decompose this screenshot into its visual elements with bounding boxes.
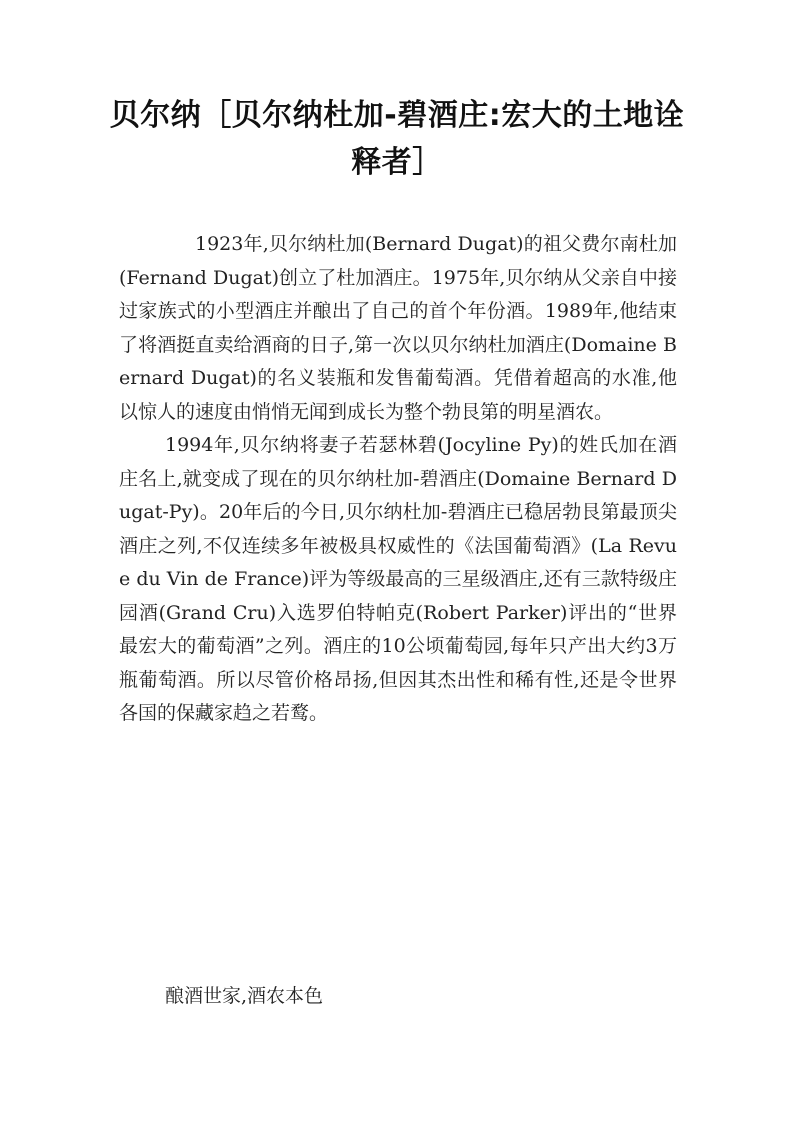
document-body bbox=[119, 228, 677, 731]
section-subheading: 酿酒世家,酒农本色 bbox=[165, 985, 324, 1007]
paragraph-founding-history: 1923年,贝尔纳杜加(Bernard Dugat)的祖父费尔南杜加(Fernand Dugat)创立了杜加酒庄。1975年,贝尔纳从父亲自中接过家族式的小型酒庄并酿出了自己的首个年份酒。1989年,他结束了将酒挺直卖给酒商的日子,第一次以贝尔纳杜加酒庄(Domaine Bernard Dugat)的名义装瓶和发售葡萄酒。凭借着超高的水准,他以惊人的速度由悄悄无闻到成长为整个勃艮第的明星酒农。 bbox=[119, 233, 677, 423]
document-title: 贝尔纳［贝尔纳杜加-碧酒庄:宏大的土地诠释者］ bbox=[109, 98, 685, 180]
paragraph-estate-reputation: 1994年,贝尔纳将妻子若瑟林碧(Jocyline Py)的姓氏加在酒庄名上,就变成了现在的贝尔纳杜加-碧酒庄(Domaine Bernard Dugat-Py)。20年后的今日,贝尔纳杜加-碧酒庄已稳居勃艮第最顶尖酒庄之列,不仅连续多年被极具权威性的《法国葡萄酒》(La Revue du Vin de France)评为等级最高的三星级酒庄,还有三款特级庄园酒(Grand Cru)入选罗伯特帕克(Robert Parker)评出的“世界最宏大的葡萄酒”之列。酒庄的10公顷葡萄园,每年只产出大约3万瓶葡萄酒。所以尽管价格昂扬,但因其杰出性和稀有性,还是令世界各国的保藏家趋之若鹜。 bbox=[119, 434, 677, 724]
